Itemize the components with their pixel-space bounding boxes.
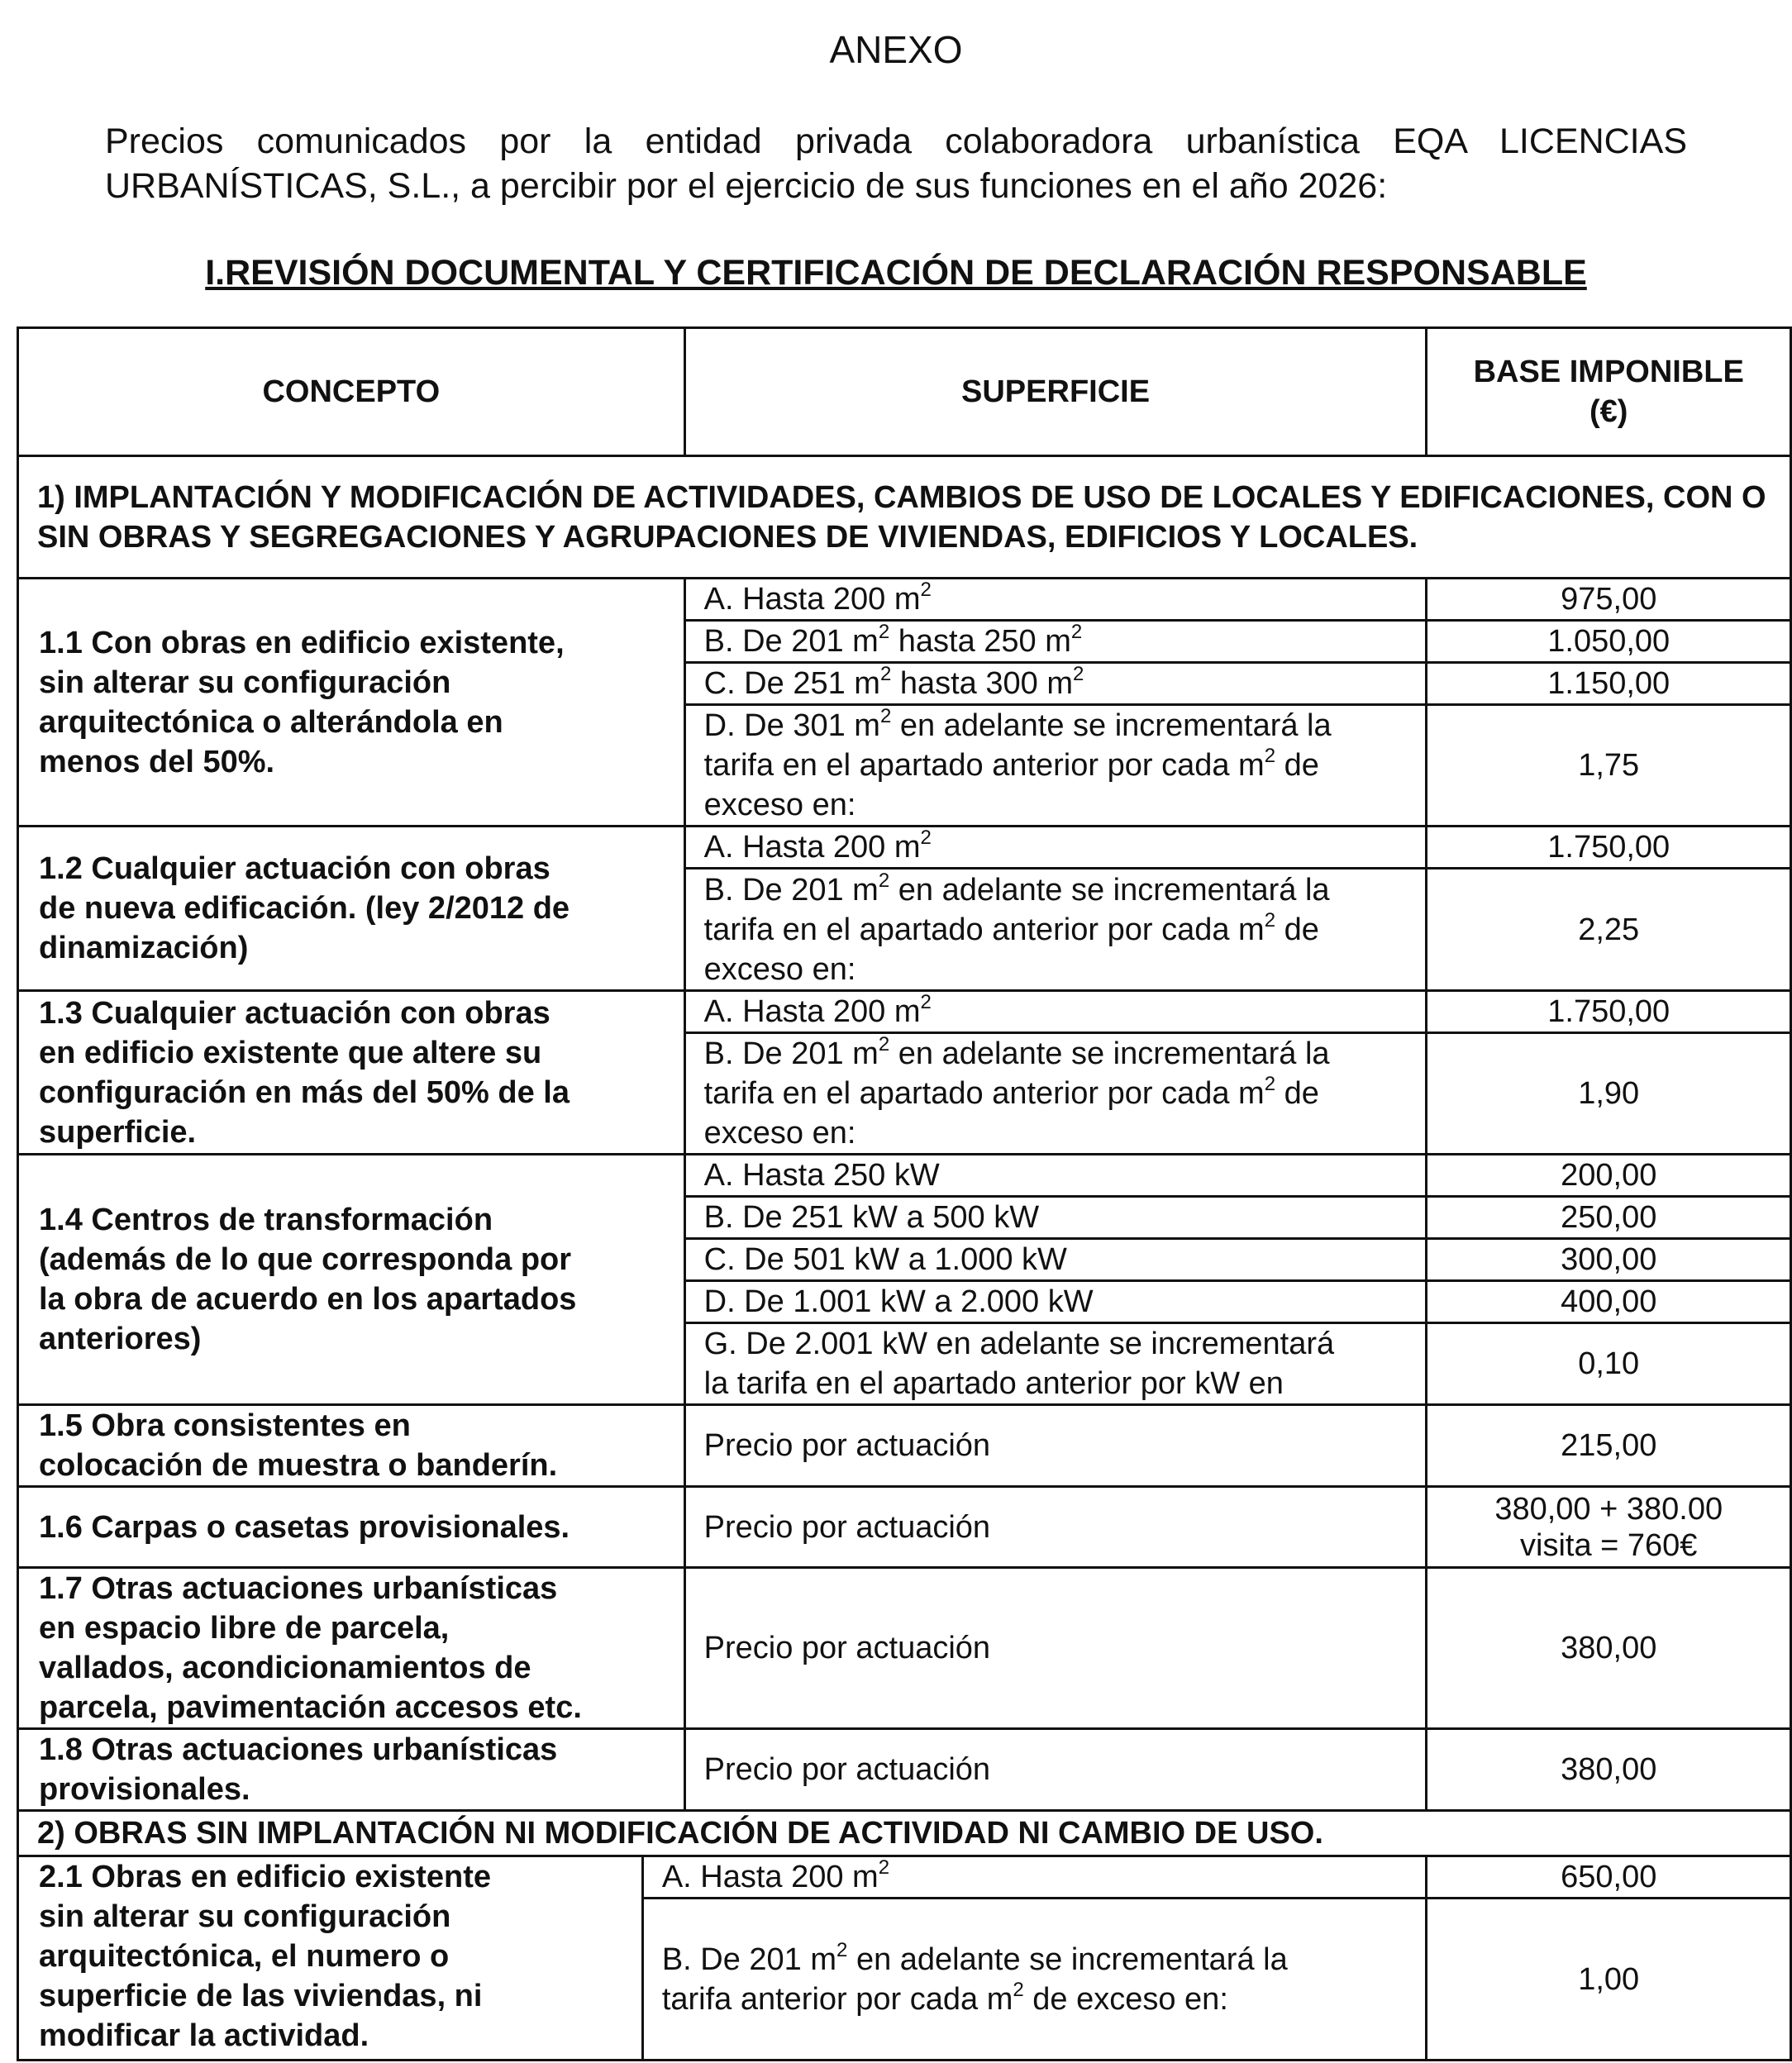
amount-cell: 1.050,00 bbox=[1427, 621, 1791, 663]
tier-cell: A. Hasta 200 $m^2$ bbox=[684, 991, 1427, 1033]
table-row bbox=[18, 1405, 1791, 1487]
tier-cell: B. De 201 $m^2$ en adelante se incrementará la tarifa anterior por cada $m^2$ de exceso en: bbox=[642, 1899, 1427, 2061]
tier-cell: A. Hasta 250 kW bbox=[684, 1155, 1427, 1197]
annex-title: ANEXO bbox=[829, 28, 963, 71]
tier-cell: Precio por actuación bbox=[684, 1487, 1427, 1568]
concept-1-6: 1.6 Carpas o casetas provisionales. bbox=[18, 1487, 685, 1568]
amount-cell: 250,00 bbox=[1427, 1197, 1791, 1239]
table-header-row bbox=[18, 328, 1791, 456]
table-row bbox=[18, 1155, 1791, 1197]
section-row bbox=[18, 456, 1791, 579]
amount-cell: 380,00 + 380.00 visita = 760€ bbox=[1427, 1487, 1791, 1568]
concept-1-3: 1.3 Cualquier actuación con obras en edificio existente que altere su configuración en más del 50% de la superficie. bbox=[18, 991, 685, 1155]
header-superficie: SUPERFICIE bbox=[684, 328, 1427, 456]
amount-cell: 1.150,00 bbox=[1427, 663, 1791, 705]
tier-cell: A. Hasta 200 $m^2$ bbox=[684, 827, 1427, 869]
amount-cell: 650,00 bbox=[1427, 1856, 1791, 1899]
table-row bbox=[18, 1487, 1791, 1568]
tier-cell: D. De 1.001 kW a 2.000 kW bbox=[684, 1281, 1427, 1323]
table-row bbox=[18, 579, 1791, 621]
amount-cell: 380,00 bbox=[1427, 1568, 1791, 1729]
section-1-heading: 1) IMPLANTACIÓN Y MODIFICACIÓN DE ACTIVIDADES, CAMBIOS DE USO DE LOCALES Y EDIFICACIONES, CON O SIN OBRAS Y SEGREGACIONES Y AGRUPACIONES DE VIVIENDAS, EDIFICIOS Y LOCALES. bbox=[18, 456, 1791, 579]
tier-cell: B. De 251 kW a 500 kW bbox=[684, 1197, 1427, 1239]
tier-cell: C. De 501 kW a 1.000 kW bbox=[684, 1239, 1427, 1281]
tier-cell: Precio por actuación bbox=[684, 1405, 1427, 1487]
amount-cell: 1,90 bbox=[1427, 1033, 1791, 1155]
amount-cell: 380,00 bbox=[1427, 1729, 1791, 1811]
table-row bbox=[18, 991, 1791, 1033]
concept-2-1: 2.1 Obras en edificio existente sin alterar su configuración arquitectónica, el numero o superficie de las viviendas, ni modificar la actividad. bbox=[18, 1856, 643, 2061]
tier-cell: A. Hasta 200 $m^2$ bbox=[684, 579, 1427, 621]
tier-cell: Precio por actuación bbox=[684, 1568, 1427, 1729]
concept-1-1: 1.1 Con obras en edificio existente, sin alterar su configuración arquitectónica o alterándola en menos del 50%. bbox=[18, 579, 685, 827]
intro-paragraph: Precios comunicados por la entidad privada colaboradora urbanística EQA LICENCIAS URBANÍSTICAS, S.L., a percibir por el ejercicio de sus funciones en el año 2026: bbox=[105, 121, 1687, 206]
header-base-imponible: BASE IMPONIBLE (€) bbox=[1427, 328, 1791, 456]
concept-1-7: 1.7 Otras actuaciones urbanísticas en espacio libre de parcela, vallados, acondicionamientos de parcela, pavimentación accesos etc. bbox=[18, 1568, 685, 1729]
tier-cell: D. De 301 $m^2$ en adelante se incrementará la tarifa en el apartado anterior por cada $m^2$ de exceso en: bbox=[684, 705, 1427, 827]
tier-cell: A. Hasta 200 $m^2$ bbox=[642, 1856, 1427, 1899]
section-2-heading: 2) OBRAS SIN IMPLANTACIÓN NI MODIFICACIÓN DE ACTIVIDAD NI CAMBIO DE USO. bbox=[18, 1811, 1791, 1856]
amount-cell: 300,00 bbox=[1427, 1239, 1791, 1281]
table-row bbox=[18, 827, 1791, 869]
amount-cell: 975,00 bbox=[1427, 579, 1791, 621]
amount-cell: 0,10 bbox=[1427, 1323, 1791, 1405]
tier-cell: B. De 201 $m^2$ en adelante se incrementará la tarifa en el apartado anterior por cada $m^2$ de exceso en: bbox=[684, 869, 1427, 991]
concept-1-5: 1.5 Obra consistentes en colocación de muestra o banderín. bbox=[18, 1405, 685, 1487]
concept-1-2: 1.2 Cualquier actuación con obras de nueva edificación. (ley 2/2012 de dinamización) bbox=[18, 827, 685, 991]
tier-cell: G. De 2.001 kW en adelante se incrementará la tarifa en el apartado anterior por kW en bbox=[684, 1323, 1427, 1405]
table-row bbox=[18, 1568, 1791, 1729]
amount-cell: 2,25 bbox=[1427, 869, 1791, 991]
amount-cell: 215,00 bbox=[1427, 1405, 1791, 1487]
section-row bbox=[18, 1811, 1791, 1856]
tier-cell: B. De 201 $m^2$ en adelante se incrementará la tarifa en el apartado anterior por cada $m^2$ de exceso en: bbox=[684, 1033, 1427, 1155]
amount-cell: 1.750,00 bbox=[1427, 991, 1791, 1033]
section-title: I.REVISIÓN DOCUMENTAL Y CERTIFICACIÓN DE DECLARACIÓN RESPONSABLE bbox=[205, 253, 1587, 293]
concept-1-4: 1.4 Centros de transformación (además de lo que corresponda por la obra de acuerdo en los apartados anteriores) bbox=[18, 1155, 685, 1405]
tier-cell: B. De 201 $m^2$ hasta 250 $m^2$ bbox=[684, 621, 1427, 663]
tier-cell: C. De 251 $m^2$ hasta 300 $m^2$ bbox=[684, 663, 1427, 705]
amount-cell: 1,75 bbox=[1427, 705, 1791, 827]
concept-1-8: 1.8 Otras actuaciones urbanísticas provisionales. bbox=[18, 1729, 685, 1811]
amount-cell: 200,00 bbox=[1427, 1155, 1791, 1197]
amount-cell: 400,00 bbox=[1427, 1281, 1791, 1323]
header-concepto: CONCEPTO bbox=[18, 328, 685, 456]
amount-cell: 1.750,00 bbox=[1427, 827, 1791, 869]
fees-table bbox=[17, 326, 1792, 2061]
table-row bbox=[18, 1856, 1791, 1899]
table-row bbox=[18, 1729, 1791, 1811]
tier-cell: Precio por actuación bbox=[684, 1729, 1427, 1811]
amount-cell: 1,00 bbox=[1427, 1899, 1791, 2061]
